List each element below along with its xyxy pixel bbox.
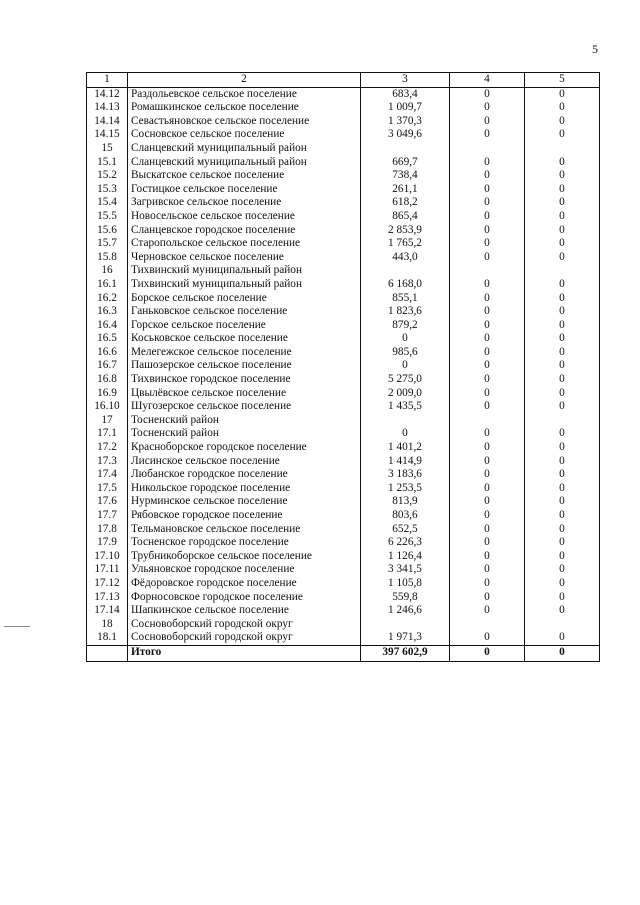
row-col5: 0 [525, 523, 600, 537]
total-row-col5: 0 [525, 645, 600, 661]
table-row [87, 414, 600, 428]
row-col5: 0 [525, 224, 600, 238]
row-col4: 0 [450, 591, 525, 605]
row-number: 16.10 [87, 400, 128, 414]
row-name: Новосельское сельское поселение [128, 210, 361, 224]
row-name: Красноборское городское поселение [128, 441, 361, 455]
row-col4: 0 [450, 224, 525, 238]
table-row [87, 305, 600, 319]
header-cell-2: 2 [128, 73, 361, 88]
row-number: 14.13 [87, 101, 128, 115]
row-amount: 1 253,5 [361, 482, 450, 496]
row-number: 17.3 [87, 455, 128, 469]
row-name: Коськовское сельское поселение [128, 332, 361, 346]
row-col5: 0 [525, 183, 600, 197]
table-row [87, 455, 600, 469]
table-row [87, 115, 600, 129]
row-col5: 0 [525, 305, 600, 319]
table-row [87, 332, 600, 346]
row-number: 17.12 [87, 577, 128, 591]
row-number: 14.15 [87, 128, 128, 142]
table-row [87, 183, 600, 197]
row-number: 18.1 [87, 631, 128, 645]
row-name: Трубникоборское сельское поселение [128, 550, 361, 564]
row-name: Тосненское городское поселение [128, 536, 361, 550]
row-col5: 0 [525, 292, 600, 306]
row-col5 [525, 142, 600, 156]
row-number: 17.1 [87, 427, 128, 441]
table-row [87, 509, 600, 523]
row-name: Сланцевский муниципальный район [128, 142, 361, 156]
table-row [87, 631, 600, 645]
row-col4: 0 [450, 523, 525, 537]
row-amount [361, 618, 450, 632]
row-amount [361, 414, 450, 428]
row-number: 15.2 [87, 169, 128, 183]
row-name: Раздольевское сельское поселение [128, 87, 361, 101]
row-amount: 2 853,9 [361, 224, 450, 238]
row-number: 17.9 [87, 536, 128, 550]
table-row [87, 591, 600, 605]
row-col4: 0 [450, 509, 525, 523]
row-col5: 0 [525, 563, 600, 577]
row-amount: 0 [361, 332, 450, 346]
table-header-row [87, 73, 600, 88]
header-cell-3: 3 [361, 73, 450, 88]
row-amount: 865,4 [361, 210, 450, 224]
row-amount: 1 105,8 [361, 577, 450, 591]
row-name: Тосненский район [128, 414, 361, 428]
row-number: 17.4 [87, 468, 128, 482]
row-col4: 0 [450, 359, 525, 373]
row-col5: 0 [525, 468, 600, 482]
row-col4: 0 [450, 604, 525, 618]
row-col4: 0 [450, 305, 525, 319]
table-row [87, 210, 600, 224]
row-name: Сосновское сельское поселение [128, 128, 361, 142]
table-row [87, 224, 600, 238]
row-number: 15.3 [87, 183, 128, 197]
row-col5: 0 [525, 196, 600, 210]
row-col4: 0 [450, 87, 525, 101]
row-col5: 0 [525, 509, 600, 523]
row-amount: 803,6 [361, 509, 450, 523]
row-col4: 0 [450, 346, 525, 360]
row-col4: 0 [450, 251, 525, 265]
row-col4: 0 [450, 292, 525, 306]
row-col5: 0 [525, 128, 600, 142]
row-name: Цвылёвское сельское поселение [128, 387, 361, 401]
row-amount: 813,9 [361, 495, 450, 509]
row-amount: 855,1 [361, 292, 450, 306]
row-name: Старопольское сельское поселение [128, 237, 361, 251]
header-cell-1: 1 [87, 73, 128, 88]
row-name: Нурминское сельское поселение [128, 495, 361, 509]
row-name: Тельмановское сельское поселение [128, 523, 361, 537]
row-number: 17.7 [87, 509, 128, 523]
row-col4: 0 [450, 387, 525, 401]
row-col5: 0 [525, 550, 600, 564]
table-row [87, 618, 600, 632]
row-name: Сланцевский муниципальный район [128, 156, 361, 170]
row-col5: 0 [525, 427, 600, 441]
row-number: 17.6 [87, 495, 128, 509]
row-amount [361, 264, 450, 278]
row-name: Сланцевское городское поселение [128, 224, 361, 238]
row-name: Мелегежское сельское поселение [128, 346, 361, 360]
row-col4: 0 [450, 115, 525, 129]
row-number: 15 [87, 142, 128, 156]
row-col4: 0 [450, 427, 525, 441]
row-name: Горское сельское поселение [128, 319, 361, 333]
table-row [87, 550, 600, 564]
row-amount: 3 341,5 [361, 563, 450, 577]
row-amount: 261,1 [361, 183, 450, 197]
row-col5: 0 [525, 373, 600, 387]
table-row [87, 278, 600, 292]
row-col4: 0 [450, 196, 525, 210]
table-row [87, 128, 600, 142]
row-col5: 0 [525, 577, 600, 591]
table-row [87, 264, 600, 278]
row-amount: 879,2 [361, 319, 450, 333]
row-number: 15.8 [87, 251, 128, 265]
table-row [87, 482, 600, 496]
row-col4: 0 [450, 536, 525, 550]
row-amount: 559,8 [361, 591, 450, 605]
row-number: 15.4 [87, 196, 128, 210]
row-col4: 0 [450, 495, 525, 509]
row-col4: 0 [450, 332, 525, 346]
row-number: 17.13 [87, 591, 128, 605]
row-col5: 0 [525, 319, 600, 333]
table-row [87, 563, 600, 577]
row-number: 16.5 [87, 332, 128, 346]
row-amount: 5 275,0 [361, 373, 450, 387]
table-row [87, 196, 600, 210]
row-col5: 0 [525, 156, 600, 170]
row-amount: 0 [361, 359, 450, 373]
row-col4: 0 [450, 482, 525, 496]
row-name: Ульяновское городское поселение [128, 563, 361, 577]
row-col4: 0 [450, 563, 525, 577]
row-amount: 1 126,4 [361, 550, 450, 564]
row-col4: 0 [450, 319, 525, 333]
row-amount: 738,4 [361, 169, 450, 183]
row-col5: 0 [525, 387, 600, 401]
table-row [87, 373, 600, 387]
row-name: Лисинское сельское поселение [128, 455, 361, 469]
row-amount: 1 765,2 [361, 237, 450, 251]
row-number: 18 [87, 618, 128, 632]
row-amount: 1 971,3 [361, 631, 450, 645]
row-amount: 6 226,3 [361, 536, 450, 550]
row-number: 17.8 [87, 523, 128, 537]
row-amount: 1 370,3 [361, 115, 450, 129]
row-amount: 618,2 [361, 196, 450, 210]
row-number: 17 [87, 414, 128, 428]
table-row [87, 101, 600, 115]
row-number: 17.5 [87, 482, 128, 496]
row-amount [361, 142, 450, 156]
row-number: 16.8 [87, 373, 128, 387]
total-row-amount: 397 602,9 [361, 645, 450, 661]
row-name: Пашозерское сельское поселение [128, 359, 361, 373]
row-amount: 0 [361, 427, 450, 441]
row-name: Ганьковское сельское поселение [128, 305, 361, 319]
row-col5: 0 [525, 455, 600, 469]
row-amount: 1 246,6 [361, 604, 450, 618]
row-name: Гостицкое сельское поселение [128, 183, 361, 197]
row-number: 15.6 [87, 224, 128, 238]
row-col5: 0 [525, 237, 600, 251]
table-row [87, 237, 600, 251]
row-col4: 0 [450, 550, 525, 564]
row-number: 15.5 [87, 210, 128, 224]
row-number: 17.10 [87, 550, 128, 564]
row-name: Сосновоборский городской округ [128, 631, 361, 645]
page-number: 5 [592, 42, 598, 56]
total-row-name: Итого [128, 645, 361, 661]
table-row [87, 400, 600, 414]
row-amount: 3 049,6 [361, 128, 450, 142]
row-number: 16.3 [87, 305, 128, 319]
table-row [87, 387, 600, 401]
table-row [87, 577, 600, 591]
table-row [87, 359, 600, 373]
table-body [87, 73, 600, 662]
row-number: 15.7 [87, 237, 128, 251]
row-col5 [525, 618, 600, 632]
row-amount: 985,6 [361, 346, 450, 360]
row-col4: 0 [450, 373, 525, 387]
row-col4: 0 [450, 577, 525, 591]
row-col4: 0 [450, 156, 525, 170]
row-number: 17.2 [87, 441, 128, 455]
table-row [87, 427, 600, 441]
row-amount: 6 168,0 [361, 278, 450, 292]
table-row [87, 495, 600, 509]
table-row [87, 142, 600, 156]
margin-mark [4, 626, 30, 627]
total-row-number [87, 645, 128, 661]
table-row [87, 169, 600, 183]
row-amount: 669,7 [361, 156, 450, 170]
row-name: Форносовское городское поселение [128, 591, 361, 605]
row-number: 16.6 [87, 346, 128, 360]
row-col5: 0 [525, 591, 600, 605]
row-col5: 0 [525, 631, 600, 645]
row-name: Шапкинское сельское поселение [128, 604, 361, 618]
row-col5: 0 [525, 210, 600, 224]
table-row [87, 468, 600, 482]
row-col5: 0 [525, 346, 600, 360]
table-row [87, 251, 600, 265]
row-col4: 0 [450, 468, 525, 482]
row-name: Шугозерское сельское поселение [128, 400, 361, 414]
row-col4: 0 [450, 183, 525, 197]
table-row [87, 523, 600, 537]
row-col5: 0 [525, 332, 600, 346]
header-cell-4: 4 [450, 73, 525, 88]
row-name: Тосненский район [128, 427, 361, 441]
row-col4: 0 [450, 278, 525, 292]
row-name: Тихвинский муниципальный район [128, 264, 361, 278]
table-row [87, 292, 600, 306]
table-row [87, 604, 600, 618]
row-name: Никольское городское поселение [128, 482, 361, 496]
total-row [87, 645, 600, 661]
row-col5: 0 [525, 441, 600, 455]
row-number: 16.9 [87, 387, 128, 401]
row-amount: 1 009,7 [361, 101, 450, 115]
row-col4: 0 [450, 400, 525, 414]
row-number: 16.7 [87, 359, 128, 373]
row-amount: 683,4 [361, 87, 450, 101]
row-col5: 0 [525, 495, 600, 509]
row-col5: 0 [525, 482, 600, 496]
row-amount: 2 009,0 [361, 387, 450, 401]
table-row [87, 319, 600, 333]
row-number: 17.14 [87, 604, 128, 618]
row-col4: 0 [450, 210, 525, 224]
row-col4 [450, 264, 525, 278]
row-number: 16.1 [87, 278, 128, 292]
row-name: Черновское сельское поселение [128, 251, 361, 265]
row-amount: 3 183,6 [361, 468, 450, 482]
row-name: Севастьяновское сельское поселение [128, 115, 361, 129]
table-row [87, 441, 600, 455]
row-col5: 0 [525, 169, 600, 183]
row-col5 [525, 414, 600, 428]
total-row-col4: 0 [450, 645, 525, 661]
row-name: Фёдоровское городское поселение [128, 577, 361, 591]
row-number: 14.14 [87, 115, 128, 129]
row-name: Выскатское сельское поселение [128, 169, 361, 183]
row-col5 [525, 264, 600, 278]
row-name: Рябовское городское поселение [128, 509, 361, 523]
row-col5: 0 [525, 359, 600, 373]
row-number: 16 [87, 264, 128, 278]
header-cell-5: 5 [525, 73, 600, 88]
row-col5: 0 [525, 87, 600, 101]
row-number: 17.11 [87, 563, 128, 577]
row-amount: 1 401,2 [361, 441, 450, 455]
row-col4 [450, 618, 525, 632]
row-col5: 0 [525, 101, 600, 115]
row-col5: 0 [525, 400, 600, 414]
row-name: Загривское сельское поселение [128, 196, 361, 210]
row-name: Любанское городское поселение [128, 468, 361, 482]
row-col5: 0 [525, 251, 600, 265]
row-amount: 1 414,9 [361, 455, 450, 469]
table-row [87, 346, 600, 360]
row-col4 [450, 414, 525, 428]
table-row [87, 87, 600, 101]
table-row [87, 536, 600, 550]
row-amount: 1 435,5 [361, 400, 450, 414]
row-col4: 0 [450, 169, 525, 183]
row-col4: 0 [450, 237, 525, 251]
row-name: Тихвинский муниципальный район [128, 278, 361, 292]
row-col4: 0 [450, 128, 525, 142]
table-row [87, 156, 600, 170]
row-number: 16.4 [87, 319, 128, 333]
row-col4 [450, 142, 525, 156]
row-amount: 1 823,6 [361, 305, 450, 319]
row-col5: 0 [525, 536, 600, 550]
row-col4: 0 [450, 455, 525, 469]
row-amount: 652,5 [361, 523, 450, 537]
row-col4: 0 [450, 441, 525, 455]
row-col5: 0 [525, 115, 600, 129]
row-col5: 0 [525, 278, 600, 292]
row-col4: 0 [450, 631, 525, 645]
row-name: Ромашкинское сельское поселение [128, 101, 361, 115]
row-name: Сосновоборский городской округ [128, 618, 361, 632]
row-name: Борское сельское поселение [128, 292, 361, 306]
row-number: 14.12 [87, 87, 128, 101]
row-amount: 443,0 [361, 251, 450, 265]
budget-table [86, 72, 600, 662]
row-col5: 0 [525, 604, 600, 618]
row-number: 15.1 [87, 156, 128, 170]
row-number: 16.2 [87, 292, 128, 306]
row-name: Тихвинское городское поселение [128, 373, 361, 387]
row-col4: 0 [450, 101, 525, 115]
